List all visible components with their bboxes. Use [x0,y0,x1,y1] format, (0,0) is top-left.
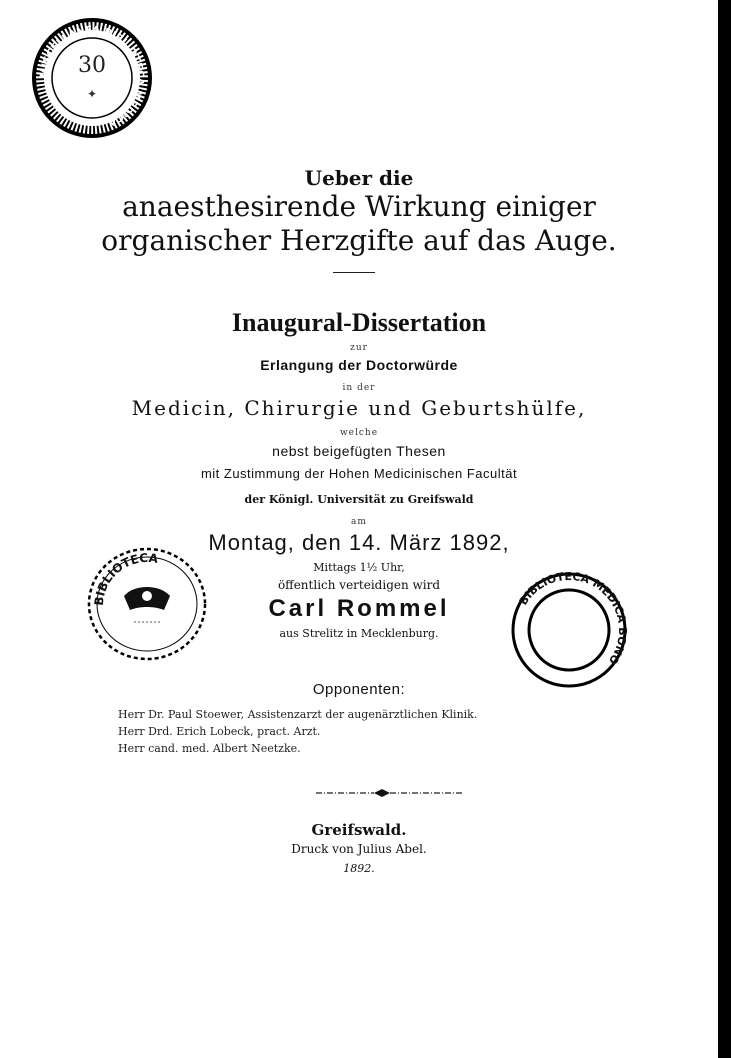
imprint-year: 1892. [343,862,375,875]
faculty-subjects: Medicin, Chirurgie und Geburtshülfe, [131,396,587,420]
welche-text: welche [339,428,379,438]
author-name: Carl Rommel [268,595,450,622]
opponents-heading: Opponenten: [312,681,406,698]
imprint-place: Greifswald. [311,821,407,839]
library-stamp-left [84,544,210,664]
university-text: der Königl. Universität zu Greifswald [244,493,474,506]
erlangung-text: Erlangung der Doctorwürde [260,357,458,373]
title-line-3: organischer Herzgifte auf das Auge. [101,224,617,257]
svg-text:✦: ✦ [86,87,98,101]
stamp-ring-text: MISCELLANEA BIBLIOTECA MEDICA [38,24,146,128]
library-stamp-right [506,572,632,688]
right-stamp-ring-text: BIBLIOTECA MEDICA BONO [516,572,630,667]
zur-text: zur [350,343,368,353]
opponent-line: Herr Dr. Paul Stoewer, Assistenzarzt der augenärztlichen Klinik. [118,708,478,721]
scan-border [718,0,731,1058]
left-stamp-ring-text: BIBLIOTECA [91,550,159,607]
title-divider [333,272,375,273]
opponent-line: Herr cand. med. Albert Neetzke. [118,742,301,755]
defense-time: Mittags 1½ Uhr, [313,561,405,574]
author-origin: aus Strelitz in Mecklenburg. [279,627,439,640]
defend-text: öffentlich verteidigen wird [277,578,441,592]
title-line-2: anaesthesirende Wirkung einiger [122,190,596,223]
am-text: am [351,517,367,527]
opponent-line: Herr Drd. Erich Lobeck, pract. Arzt. [118,725,321,738]
in-der-text: in der [342,383,376,393]
title-line-1: Ueber die [304,166,414,190]
library-stamp-top-left [30,16,154,140]
zustimmung-text: mit Zustimmung der Hohen Medicinischen Facultät [200,466,518,481]
nebst-text: nebst beigefügten Thesen [272,443,446,459]
imprint-printer: Druck von Julius Abel. [291,842,427,856]
dissertation-heading: Inaugural-Dissertation [231,308,487,337]
defense-date: Montag, den 14. März 1892, [208,530,510,555]
ornament-divider [316,788,462,798]
stamp-number: 30 [78,53,106,78]
